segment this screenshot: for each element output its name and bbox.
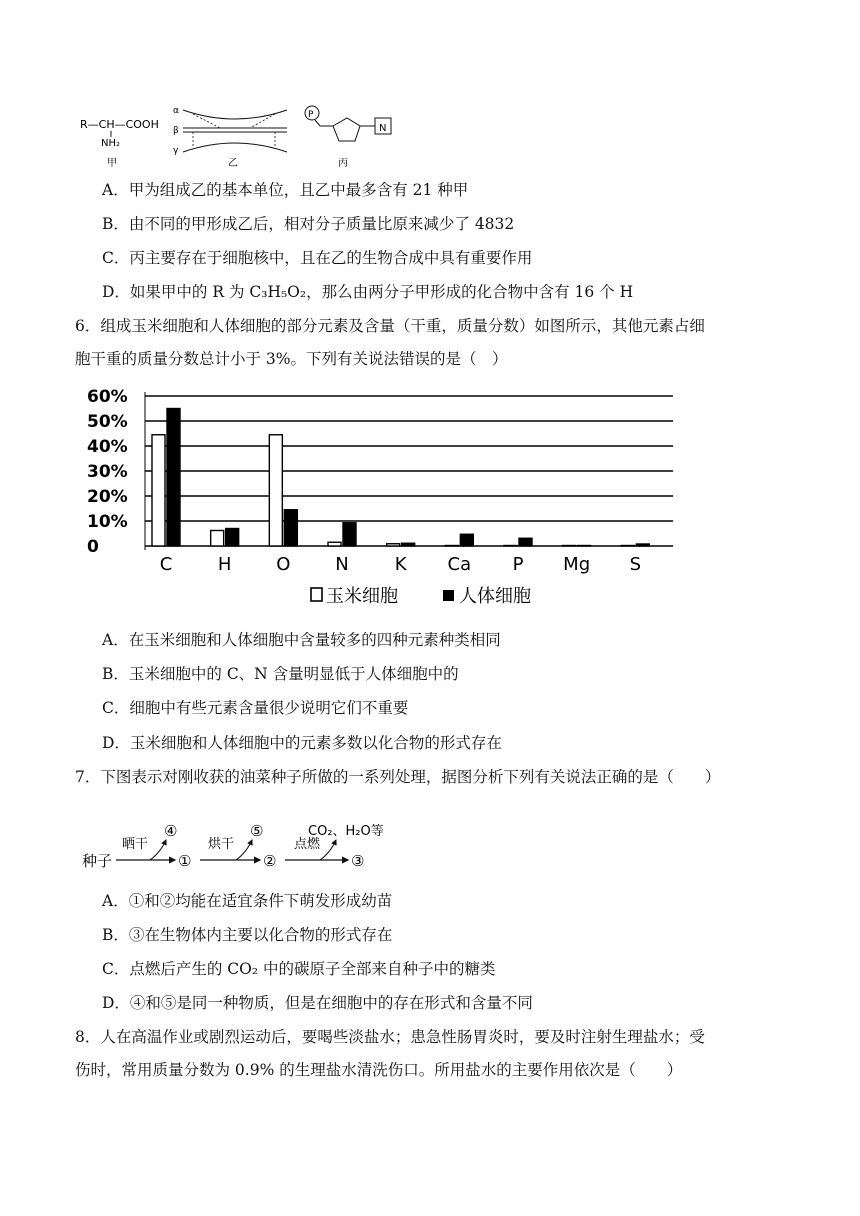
legend-swatch-maize bbox=[311, 588, 322, 601]
q5-option-d: D．如果甲中的 R 为 C₃H₅O₂，那么由两分子甲形成的化合物中含有 16 个 H bbox=[102, 283, 634, 301]
nucleotide-diagram bbox=[305, 106, 391, 169]
q7-option-b: B．③在生物体内主要以化合物的形式存在 bbox=[102, 926, 393, 944]
bar-human bbox=[460, 534, 473, 546]
seed-label: 种子 bbox=[82, 852, 113, 870]
y-tick-label: 40% bbox=[87, 437, 128, 457]
bar-maize bbox=[328, 542, 341, 546]
bing-label: 丙 bbox=[338, 158, 348, 169]
bar-human bbox=[402, 543, 415, 546]
q5-option-b: B．由不同的甲形成乙后，相对分子质量比原来减少了 4832 bbox=[102, 215, 515, 233]
y-tick-label: 0 bbox=[87, 537, 99, 557]
x-tick-label: K bbox=[394, 554, 407, 575]
q6-option-d: D．玉米细胞和人体细胞中的元素多数以化合物的形式存在 bbox=[102, 734, 502, 752]
step-oven-dry: 烘干 bbox=[208, 837, 235, 852]
svg-text:γ: γ bbox=[173, 146, 179, 156]
bar-human bbox=[636, 544, 649, 546]
q5-option-a: A．甲为组成乙的基本单位，且乙中最多含有 21 种甲 bbox=[102, 181, 469, 199]
q6-stem-line1: 6．组成玉米细胞和人体细胞的部分元素及含量（干重，质量分数）如图所示，其他元素占细 bbox=[75, 317, 705, 335]
q6-stem-line2: 胞干重的质量分数总计小于 3%。下列有关说法错误的是（ ） bbox=[75, 350, 508, 368]
legend-label-maize: 玉米细胞 bbox=[326, 586, 398, 607]
legend-swatch-human bbox=[443, 590, 454, 601]
y-tick-label: 10% bbox=[87, 512, 128, 532]
jia-nh2: NH₂ bbox=[101, 138, 121, 149]
q5-figure bbox=[75, 100, 495, 172]
q5-option-c: C．丙主要存在于细胞核中，且在乙的生物合成中具有重要作用 bbox=[102, 249, 533, 267]
bar-maize bbox=[387, 544, 400, 546]
element-content-chart bbox=[85, 375, 685, 615]
q8-stem-line1: 8．人在高温作业或剧烈运动后，要喝些淡盐水；患急性肠胃炎时，要及时注射生理盐水；受 bbox=[75, 1028, 705, 1046]
q6-option-a: A．在玉米细胞和人体细胞中含量较多的四种元素种类相同 bbox=[102, 631, 501, 649]
q7-option-a: A．①和②均能在适宜条件下萌发形成幼苗 bbox=[102, 892, 393, 910]
svg-text:⑤: ⑤ bbox=[250, 822, 264, 840]
bar-human bbox=[578, 546, 591, 547]
seed-process-diagram bbox=[80, 818, 420, 878]
svg-text:P: P bbox=[308, 110, 314, 120]
x-tick-label: C bbox=[159, 554, 173, 575]
bar-maize bbox=[445, 546, 458, 547]
svg-text:②: ② bbox=[263, 852, 277, 870]
x-tick-label: H bbox=[217, 554, 232, 575]
bar-maize bbox=[504, 546, 517, 547]
q7-option-d: D．④和⑤是同一种物质，但是在细胞中的存在形式和含量不同 bbox=[102, 994, 533, 1012]
step-ignite: 点燃 bbox=[294, 837, 321, 852]
step-sun-dry: 晒干 bbox=[122, 837, 149, 852]
svg-text:β: β bbox=[173, 126, 179, 136]
bar-maize bbox=[211, 531, 224, 547]
x-tick-label: Mg bbox=[563, 554, 591, 575]
y-tick-label: 30% bbox=[87, 462, 128, 482]
bar-maize bbox=[269, 435, 282, 546]
y-tick-label: 20% bbox=[87, 487, 128, 507]
bar-human bbox=[226, 529, 239, 547]
bar-human bbox=[284, 510, 297, 546]
q7-option-c: C．点燃后产生的 CO₂ 中的碳原子全部来自种子中的糖类 bbox=[102, 960, 496, 978]
x-tick-label: Ca bbox=[447, 554, 472, 575]
q7-stem: 7．下图表示对刚收获的油菜种子所做的一系列处理，据图分析下列有关说法正确的是（ ） bbox=[75, 768, 721, 786]
amino-acid-structure bbox=[80, 118, 159, 169]
jia-formula: R—CH—COOH bbox=[80, 118, 159, 131]
bar-maize bbox=[621, 546, 634, 547]
q6-option-c: C．细胞中有些元素含量很少说明它们不重要 bbox=[102, 699, 409, 717]
svg-text:α: α bbox=[173, 106, 179, 116]
bar-human bbox=[167, 409, 180, 547]
bar-human bbox=[343, 523, 356, 546]
q8-stem-line2: 伤时，常用质量分数为 0.9% 的生理盐水清洗伤口。所用盐水的主要作用依次是（ ） bbox=[75, 1061, 683, 1079]
legend-label-human: 人体细胞 bbox=[459, 586, 531, 607]
x-tick-label: S bbox=[629, 554, 642, 575]
x-tick-label: P bbox=[512, 554, 524, 575]
jia-label: 甲 bbox=[107, 158, 117, 169]
svg-text:①: ① bbox=[178, 852, 192, 870]
x-tick-label: N bbox=[335, 554, 349, 575]
y-tick-label: 60% bbox=[87, 387, 128, 407]
y-tick-label: 50% bbox=[87, 412, 128, 432]
bar-human bbox=[519, 538, 532, 546]
bar-maize bbox=[152, 435, 165, 546]
combustion-products: CO₂、H₂O等 bbox=[308, 824, 384, 839]
bar-maize bbox=[563, 546, 576, 547]
polypeptide-diagram bbox=[173, 106, 287, 169]
svg-text:③: ③ bbox=[351, 852, 365, 870]
x-tick-label: O bbox=[276, 554, 291, 575]
svg-text:④: ④ bbox=[164, 822, 178, 840]
yi-label: 乙 bbox=[228, 158, 238, 169]
svg-text:N: N bbox=[379, 123, 387, 134]
q6-option-b: B．玉米细胞中的 C、N 含量明显低于人体细胞中的 bbox=[102, 665, 459, 683]
